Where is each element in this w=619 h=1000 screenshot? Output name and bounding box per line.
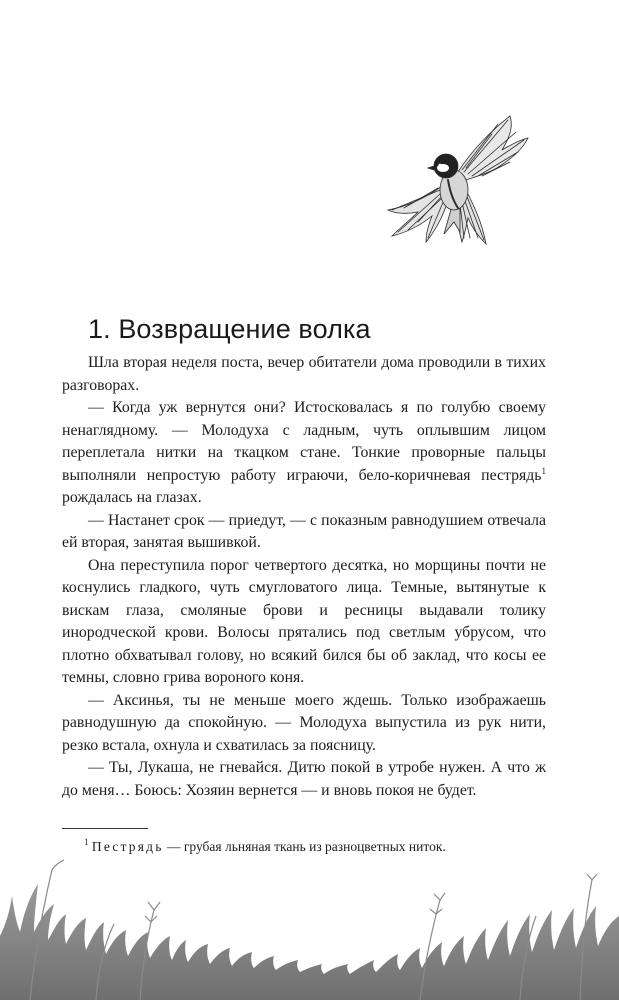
- paragraph: — Ты, Лукаша, не гневайся. Дитю покой в утробе нужен. А что ж до меня… Боюсь: Хозяин вернется — и вновь покоя не будет.: [62, 759, 546, 799]
- footnote-text: — грубая льняная ткань из разноцветных ниток.: [163, 839, 446, 854]
- chapter-title: 1. Возвращение волка: [88, 314, 371, 344]
- footnote-term: Пестрядь: [91, 839, 164, 854]
- paragraph: — Настанет срок — приедут, — с показным равнодушием отвечала ей вторая, занятая вышивкой.: [62, 511, 546, 551]
- paragraph: Шла вторая неделя поста, вечер обитатели дома проводили в тихих разговорах.: [62, 354, 546, 394]
- footnote-ref[interactable]: 1: [541, 465, 546, 476]
- paragraph: — Аксинья, ты не меньше моего ждешь. Только изображаешь равнодушную да спокойную. — Молодуха выпустила из рук нити, резко встала, охнула и схватилась за поясницу.: [62, 691, 546, 754]
- grass-silhouette-icon: [0, 840, 619, 1000]
- chapter-body: [62, 352, 546, 802]
- paragraph: Она переступила порог четвертого десятка, но морщины почти не коснулись гладкого, чуть смугловатого лица. Темные, вытянутые к вискам глаза, смоляные брови и ресницы выдавали толику инородческой крови. Волосы прятались под светлым убрусом, что плотно обхватывал голову, но всякий бился бы об заклад, что косы ее темны, словно грива вороного коня.: [62, 556, 546, 686]
- paragraph-text: рождалась на глазах.: [62, 489, 202, 506]
- paragraph-text: — Когда уж вернутся они? Истосковалась я по голубю своему ненаглядному. — Молодуха с ладным, чуть оплывшим лицом переплетала нитки на ткацком стане. Тонкие проворные пальцы выполняли непростую работу играючи, бело-коричневая пестрядь: [62, 399, 546, 484]
- footnote-marker: 1: [84, 837, 89, 847]
- footnote-divider: [62, 828, 148, 829]
- paragraph: [62, 397, 546, 510]
- bird-icon: [382, 110, 544, 258]
